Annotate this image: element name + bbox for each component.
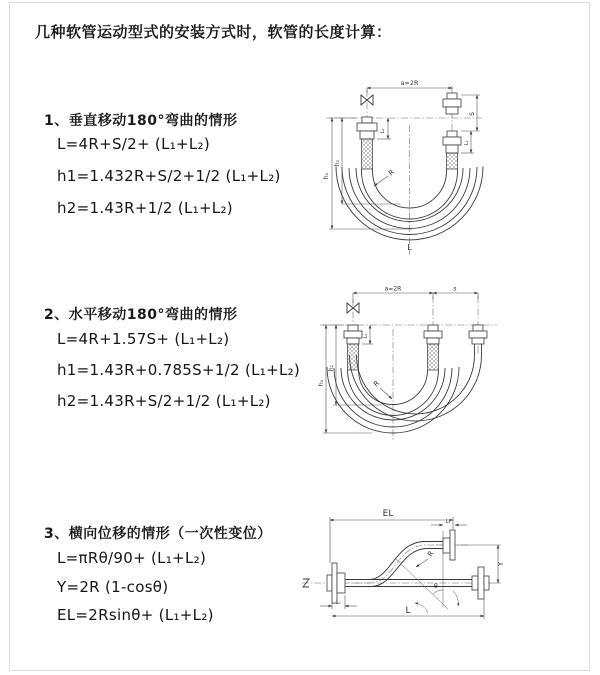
dim-span: [367, 88, 452, 93]
page-title: 几种软管运动型式的安装方式时，软管的长度计算：: [35, 23, 392, 41]
section-3-heading-wrap: [44, 523, 272, 543]
diagram-vertical-180-bend: [312, 73, 587, 263]
dim-label-h2: h₂: [334, 159, 341, 167]
dim-label-a2r: a=2R: [384, 285, 402, 293]
dim-label-l: L: [405, 606, 411, 616]
dim-label-y: Y: [497, 561, 505, 567]
dim-el: [330, 517, 453, 563]
dim-label-s: s: [453, 285, 457, 293]
formula-1-h2: h2=1.43R+1/2 (L₁+L₂): [57, 199, 233, 217]
diagram-lateral-displacement: [298, 503, 593, 648]
dim-span-a2r: [353, 293, 478, 303]
formula-3-Y: Y=2R (1-cosθ): [57, 578, 169, 596]
dim-label-r: R: [426, 549, 436, 559]
formula-2-L: L=4R+1.57S+ (L₁+L₂): [57, 330, 230, 348]
radius-leader: [374, 176, 388, 186]
right-fitting-lower: [443, 131, 461, 169]
dim-label-a2r: a=2R: [400, 79, 419, 87]
section-2-heading: 2、水平移动180°弯曲的情形: [44, 307, 238, 323]
formula-1-L: L=4R+S/2+ (L₁+L₂): [57, 135, 211, 153]
section-2-heading-wrap: [44, 304, 237, 324]
right-flange-original: [472, 567, 489, 599]
section-1-heading: 1、垂直移动180°弯曲的情形: [44, 113, 238, 129]
braided-hose-section: [447, 153, 458, 169]
dim-l1-left: [377, 118, 391, 139]
right-flange-displaced: [443, 530, 455, 560]
braided-hose-section: [362, 139, 373, 169]
left-flange: [327, 563, 345, 603]
left-fitting: [344, 325, 362, 370]
dim-label-l: L: [407, 243, 412, 252]
dim-label-theta: θ: [434, 583, 438, 590]
radius-leader: [416, 559, 428, 567]
formula-3-EL: EL=2Rsinθ+ (L₁+L₂): [57, 606, 214, 624]
formula-2-h1: h1=1.43R+0.785S+1/2 (L₁+L₂): [57, 361, 301, 379]
centerlines: [320, 296, 497, 441]
dim-label-r: R: [372, 379, 382, 389]
dim-label-l1: L₁: [464, 140, 470, 146]
dim-label-l1: L₁: [445, 519, 451, 525]
diagram-horizontal-180-bend: [312, 283, 597, 448]
dim-label-h1: h₁: [323, 172, 330, 180]
braided-hose-section: [428, 344, 439, 370]
dim-label-s: S: [469, 112, 476, 116]
dim-label-l1: L₁: [363, 333, 369, 339]
radius-leader: [380, 388, 392, 399]
formula-1-h1: h1=1.432R+S/2+1/2 (L₁+L₂): [57, 167, 281, 185]
dim-label-l1: L₁: [380, 128, 386, 134]
left-fitting: [357, 117, 377, 169]
dim-label-l1: L₁: [336, 600, 341, 606]
right-fitting-upper: [443, 93, 461, 114]
formula-3-L: L=πRθ/90+ (L₁+L₂): [57, 549, 207, 567]
middle-fitting: [424, 325, 442, 370]
dim-label-el: EL: [382, 509, 394, 519]
hose-u-bend-position-2: [350, 355, 482, 421]
dim-label-h2: h₂: [328, 364, 335, 372]
formula-2-h2: h2=1.43R+S/2+1/2 (L₁+L₂): [57, 392, 271, 410]
section-3-heading: 3、横向位移的情形（一次性变位）: [44, 526, 272, 542]
dim-label-h1: h₁: [318, 379, 325, 387]
dim-label-r: R: [387, 168, 397, 178]
section-1-heading-wrap: [44, 110, 237, 130]
